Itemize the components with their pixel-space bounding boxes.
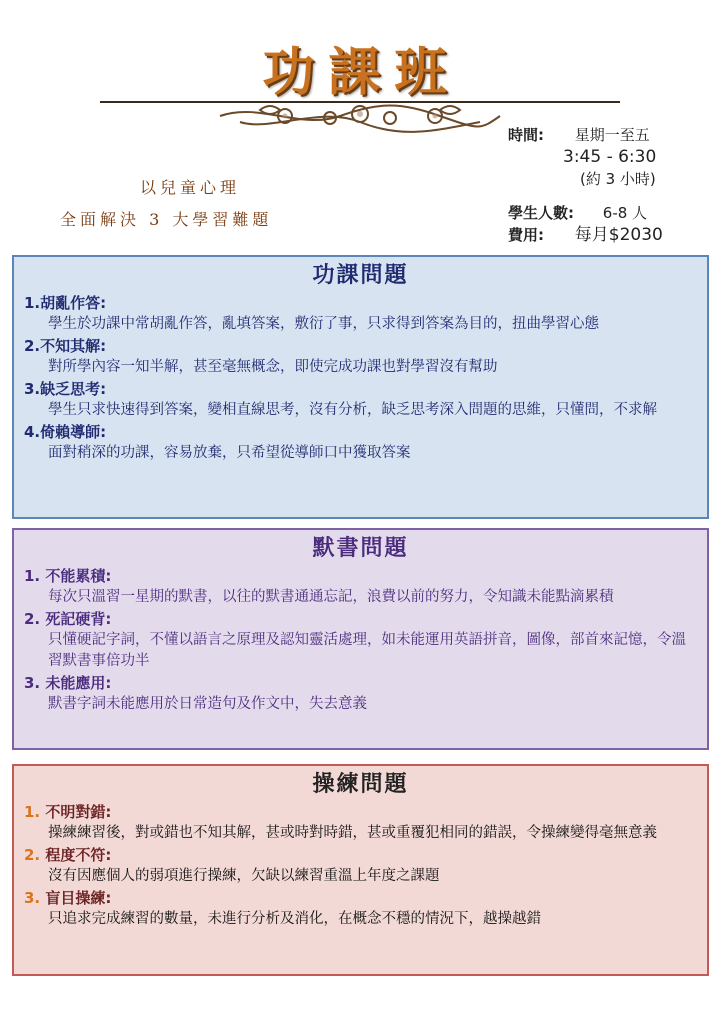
item-number: 1. bbox=[24, 803, 41, 821]
item-title: 4.倚賴導師: bbox=[24, 423, 107, 441]
dictation-problems-section bbox=[12, 528, 709, 750]
drill-problems-section bbox=[12, 764, 709, 976]
list-item bbox=[24, 379, 697, 421]
section-heading: 功課問題 bbox=[312, 263, 409, 288]
tagline bbox=[60, 172, 360, 236]
fee-label: 費用: bbox=[508, 226, 544, 244]
homework-problems-section bbox=[12, 255, 709, 519]
list-item bbox=[24, 293, 697, 335]
item-title-text: 盲目操練: bbox=[45, 889, 112, 907]
list-item bbox=[24, 888, 697, 930]
section-heading: 默書問題 bbox=[312, 536, 409, 561]
time-duration: (約 3 小時) bbox=[580, 170, 656, 188]
section-heading: 操練問題 bbox=[312, 772, 409, 797]
item-body: 默書字詞未能應用於日常造句及作文中，失去意義 bbox=[48, 696, 367, 712]
item-title-text: 不明對錯: bbox=[45, 803, 112, 821]
time-days: 星期一至五 bbox=[574, 126, 650, 144]
item-title bbox=[24, 845, 697, 866]
item-title: 2. 死記硬背: bbox=[24, 610, 112, 628]
item-body: 沒有因應個人的弱項進行操練，欠缺以練習重溫上年度之課題 bbox=[48, 868, 440, 884]
item-title: 2.不知其解: bbox=[24, 337, 107, 355]
students-value: 6-8 人 bbox=[602, 204, 648, 222]
item-number: 2. bbox=[24, 846, 41, 864]
item-body: 只追求完成練習的數量，未進行分析及消化，在概念不穩的情況下，越操越錯 bbox=[48, 911, 541, 927]
list-item bbox=[24, 336, 697, 378]
list-item bbox=[24, 609, 697, 672]
tagline-line2: 全面解決 3 大學習難題 bbox=[60, 210, 273, 229]
item-body: 學生只求快速得到答案，變相直線思考，沒有分析，缺乏思考深入問題的思維，只懂問，不求解 bbox=[48, 402, 657, 418]
time-label: 時間: bbox=[508, 126, 544, 144]
list-item bbox=[24, 845, 697, 887]
item-number: 3. bbox=[24, 889, 41, 907]
item-title bbox=[24, 888, 697, 909]
schedule-info bbox=[508, 124, 718, 246]
item-title-text: 程度不符: bbox=[45, 846, 112, 864]
fee-value: 每月$2030 bbox=[574, 225, 663, 245]
item-body: 學生於功課中常胡亂作答，亂填答案，敷衍了事，只求得到答案為目的，扭曲學習心態 bbox=[48, 316, 599, 332]
item-title: 1. 不能累積: bbox=[24, 567, 112, 585]
tagline-line1: 以兒童心理 bbox=[140, 178, 241, 197]
list-item bbox=[24, 566, 697, 608]
students-label: 學生人數: bbox=[508, 204, 574, 222]
list-item bbox=[24, 422, 697, 464]
item-title: 1.胡亂作答: bbox=[24, 294, 107, 312]
page-title: 功課班 bbox=[262, 42, 461, 103]
item-body: 對所學內容一知半解，甚至毫無概念，即使完成功課也對學習沒有幫助 bbox=[48, 359, 498, 375]
item-body: 每次只溫習一星期的默書，以往的默書通通忘記，浪費以前的努力，令知識未能點滴累積 bbox=[48, 589, 614, 605]
item-body: 面對稍深的功課，容易放棄，只希望從導師口中獲取答案 bbox=[48, 445, 411, 461]
item-title bbox=[24, 802, 697, 823]
item-title: 3. 未能應用: bbox=[24, 674, 112, 692]
list-item bbox=[24, 802, 697, 844]
item-body: 操練練習後，對或錯也不知其解，甚或時對時錯，甚或重覆犯相同的錯誤，令操練變得毫無意義 bbox=[48, 825, 657, 841]
list-item bbox=[24, 673, 697, 715]
item-title: 3.缺乏思考: bbox=[24, 380, 107, 398]
time-hours: 3:45 - 6:30 bbox=[563, 147, 657, 167]
item-body: 只懂硬記字詞，不懂以語言之原理及認知靈活處理，如未能運用英語拼音，圖像，部首來記憶，令溫習默書事倍功半 bbox=[48, 632, 686, 669]
